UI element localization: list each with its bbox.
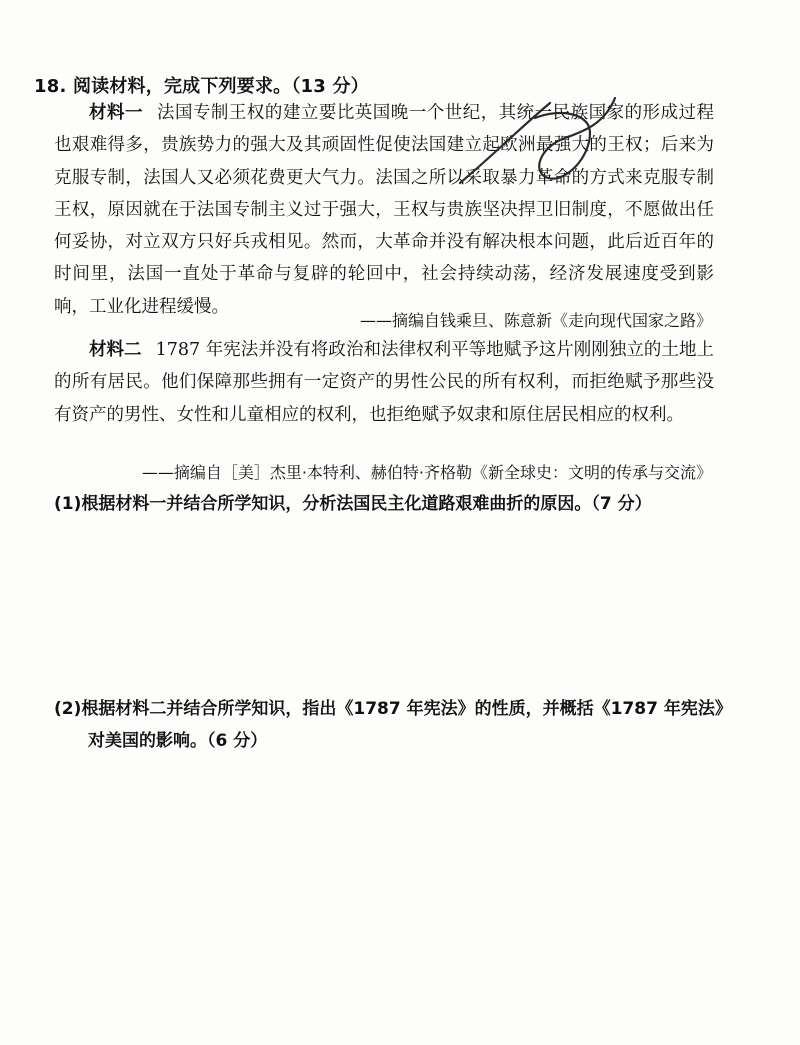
subquestion-two-line1: (2)根据材料二并结合所学知识，指出《1787 年宪法》的性质，并概括《1787 年宪法》	[54, 699, 732, 719]
material-two-paragraph	[54, 334, 714, 431]
material-two-label: 材料二	[89, 340, 142, 360]
material-two-source: ——摘编自［美］杰里·本特利、赫伯特·齐格勒《新全球史：文明的传承与交流》	[141, 463, 712, 482]
subquestion-one: (1)根据材料一并结合所学知识，分析法国民主化道路艰难曲折的原因。（7 分）	[54, 494, 652, 514]
material-one-label: 材料一	[89, 103, 143, 123]
material-one	[54, 97, 714, 323]
subquestion-two	[54, 693, 732, 757]
question-title: 18. 阅读材料，完成下列要求。（13 分）	[34, 76, 369, 97]
material-two-text: 1787 年宪法并没有将政治和法律权利平等地赋予这片刚刚独立的土地上的所有居民。他们保障那些拥有一定资产的男性公民的所有权利，而拒绝赋予那些没有资产的男性、女性和儿童相应的权利，也拒绝赋予奴隶和原住居民相应的权利。	[54, 340, 714, 425]
material-one-text: 法国专制王权的建立要比英国晚一个世纪，其统一民族国家的形成过程也艰难得多，贵族势力的强大及其顽固性促使法国建立起欧洲最强大的王权；后来为克服专制，法国人又必须花费更大气力。法国之所以采取暴力革命的方式来克服专制王权，原因就在于法国专制主义过于强大，王权与贵族坚决捍卫旧制度，不愿做出任何妥协，对立双方只好兵戎相见。然而，大革命并没有解决根本问题，此后近百年的时间里，法国一直处于革命与复辟的轮回中，社会持续动荡，经济发展速度受到影响，工业化进程缓慢。	[54, 103, 715, 317]
material-two	[54, 334, 714, 431]
subquestion-two-line2: 对美国的影响。（6 分）	[88, 731, 268, 751]
material-one-paragraph	[54, 97, 714, 323]
material-one-source: ——摘编自钱乘旦、陈意新《走向现代国家之路》	[359, 311, 712, 330]
